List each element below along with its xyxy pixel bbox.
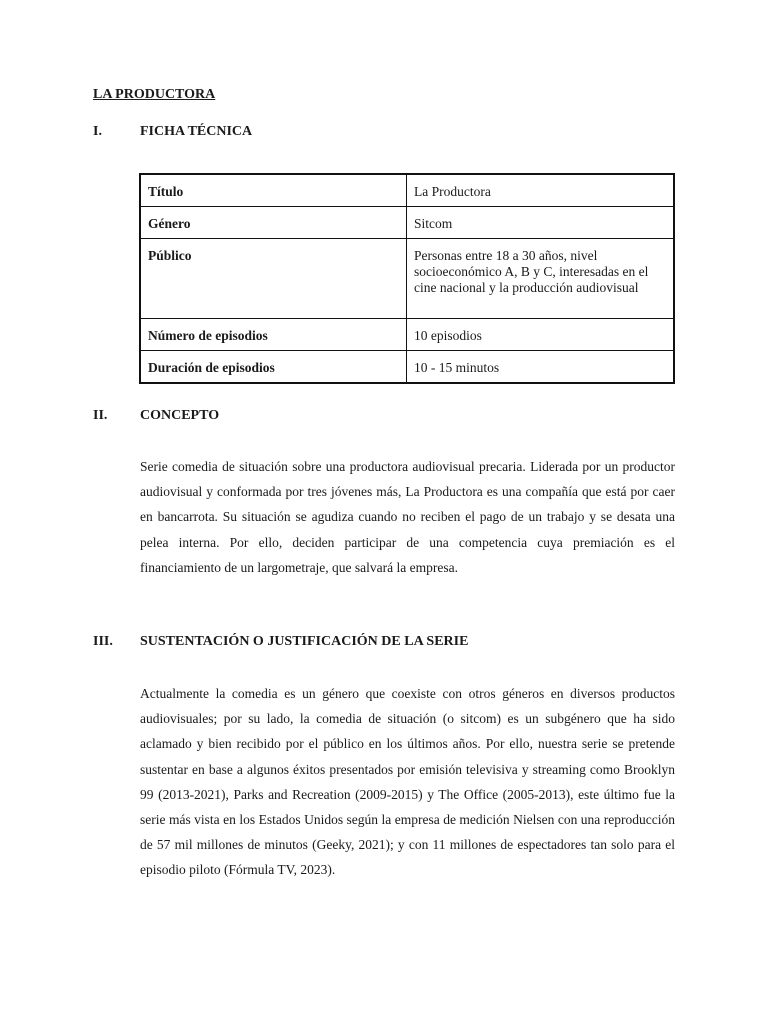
section-heading-ficha-tecnica bbox=[93, 124, 252, 140]
section-title: SUSTENTACIÓN O JUSTIFICACIÓN DE LA SERIE bbox=[140, 634, 469, 649]
table-value: 10 - 15 minutos bbox=[407, 351, 675, 384]
table-label: Número de episodios bbox=[140, 319, 407, 351]
table-row bbox=[140, 174, 674, 207]
section-heading-concepto bbox=[93, 408, 219, 424]
concept-paragraph: Serie comedia de situación sobre una productora audiovisual precaria. Liderada por un productor audiovisual y conformada por tres jóvenes más, La Productora es una compañía que está por caer en bancarrota. Su situación se agudiza cuando no reciben el pago de un trabajo y se desata una pelea interna. Por ello, deciden participar de una competencia cuya premiación es el financiamiento de un largometraje, que salvará la empresa. bbox=[140, 459, 675, 575]
table-label: Género bbox=[140, 207, 407, 239]
table-label: Título bbox=[140, 174, 407, 207]
section-number: I. bbox=[93, 124, 102, 139]
table-value: Sitcom bbox=[407, 207, 675, 239]
section-title: CONCEPTO bbox=[140, 408, 220, 423]
section-number: II. bbox=[93, 408, 108, 423]
section-heading-sustentacion bbox=[93, 634, 468, 650]
table-value: 10 episodios bbox=[407, 319, 675, 351]
table-value: Personas entre 18 a 30 años, nivel socioeconómico A, B y C, interesadas en el cine nacional y la producción audiovisual bbox=[407, 239, 675, 319]
technical-sheet-table bbox=[139, 173, 675, 384]
table-label: Duración de episodios bbox=[140, 351, 407, 384]
table-row bbox=[140, 239, 674, 319]
table-value: La Productora bbox=[407, 174, 675, 207]
section-number: III. bbox=[93, 634, 113, 649]
table-row bbox=[140, 351, 674, 384]
section-title: FICHA TÉCNICA bbox=[140, 124, 253, 139]
document-title: LA PRODUCTORA bbox=[93, 87, 216, 102]
table-row bbox=[140, 319, 674, 351]
justification-paragraph: Actualmente la comedia es un género que coexiste con otros géneros en diversos productos audiovisuales; por su lado, la comedia de situación (o sitcom) es un subgénero que ha sido aclamado y bien recibido por el público en los últimos años. Por ello, nuestra serie se pretende sustentar en base a algunos éxitos presentados por emisión televisiva y streaming como Brooklyn 99 (2013-2021), Parks and Recreation (2009-2015) y The Office (2005-2013), este último fue la serie más vista en los Estados Unidos según la empresa de medición Nielsen con una reproducción de 57 mil millones de minutos (Geeky, 2021); y con 11 millones de espectadores tan solo para el episodio piloto (Fórmula TV, 2023). bbox=[140, 686, 675, 878]
table-row bbox=[140, 207, 674, 239]
table-label: Público bbox=[140, 239, 407, 319]
